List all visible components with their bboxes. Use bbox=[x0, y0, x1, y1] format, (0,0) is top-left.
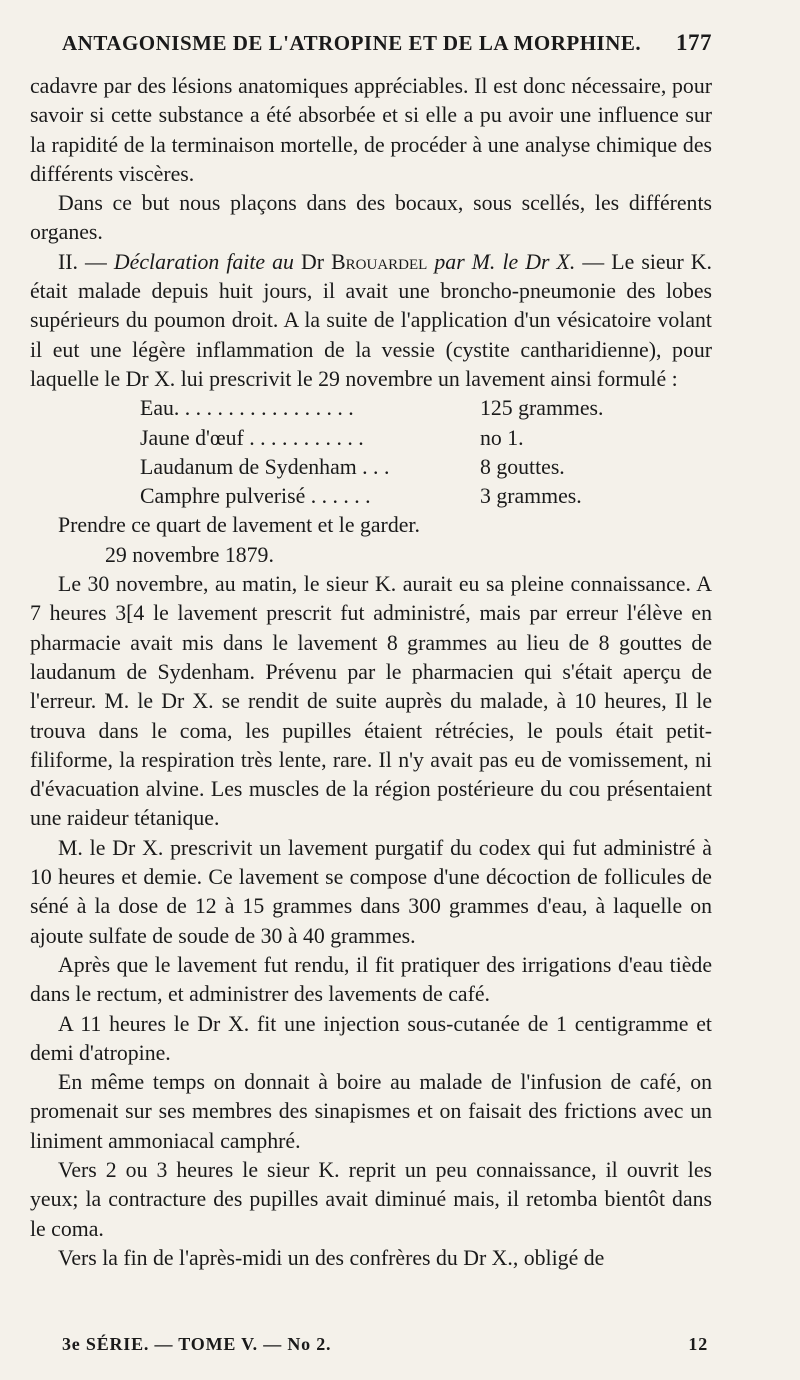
prescription-dose: 3 grammes. bbox=[480, 484, 582, 509]
paragraph: Vers la fin de l'après-midi un des confrères du Dr X., obligé de bbox=[58, 1245, 605, 1270]
doctor-name: Brouardel bbox=[331, 249, 428, 274]
paragraph: Dans ce but nous plaçons dans des bocaux, sous scellés, les différents organes. bbox=[30, 191, 712, 245]
running-title: ANTAGONISME DE L'ATROPINE ET DE LA MORPHINE. bbox=[62, 31, 642, 55]
paragraph: Prendre ce quart de lavement et le garder. bbox=[58, 513, 420, 538]
prescription-item: Laudanum de Sydenham . . . bbox=[140, 454, 390, 479]
declaration-text: — Le sieur K. était malade depuis huit jours, il avait une broncho-pneumonie des lobes supérieurs du poumon droit. A la suite de l'application d'un vésicatoire volant il eut une légère inflammation de la vessie (cystite cantharidienne), pour laquelle le Dr X. lui prescrivit le 29 novembre un lavement ainsi formulé : bbox=[30, 249, 712, 391]
page-body bbox=[30, 72, 712, 1273]
page-footer bbox=[62, 1334, 708, 1355]
prescription-item: Eau. . . . . . . . . . . . . . . . . bbox=[140, 396, 354, 421]
paragraph: cadavre par des lésions anatomiques appréciables. Il est donc nécessaire, pour savoir si cette substance a été absorbée et si elle a pu avoir une influence sur la rapidité de la terminaison mortelle, de procéder à une analyse chimique des différents viscères. bbox=[30, 74, 712, 186]
paragraph: Après que le lavement fut rendu, il fit pratiquer des irrigations d'eau tiède dans le rectum, et administrer des lavements de café. bbox=[30, 952, 712, 1007]
prescription-dose: no 1. bbox=[480, 425, 524, 450]
paragraph: Vers 2 ou 3 heures le sieur K. reprit un peu connaissance, il ouvrit les yeux; la contracture des pupilles avait diminué mais, il retomba bientôt dans le coma. bbox=[30, 1157, 712, 1241]
prescription-row bbox=[140, 453, 712, 482]
prescription-row bbox=[140, 424, 712, 453]
prescription-row bbox=[140, 394, 712, 423]
doctor-title: Dr bbox=[301, 249, 332, 274]
prescription-item: Camphre pulverisé . . . . . . bbox=[140, 484, 371, 509]
prescription-date: 29 novembre 1879. bbox=[105, 542, 274, 567]
paragraph: En même temps on donnait à boire au malade de l'infusion de café, on promenait sur ses membres des sinapismes et on faisait des frictions avec un liniment ammoniacal camphré. bbox=[30, 1070, 712, 1153]
prescription-list bbox=[140, 394, 712, 511]
paragraph: M. le Dr X. prescrivit un lavement purgatif du codex qui fut administré à 10 heures et demie. Ce lavement se compose d'une décoction de follicules de séné à la dose de 12 à 15 grammes dans 300 grammes d'eau, à laquelle on ajoute sulfate de soude de 30 à 40 grammes. bbox=[30, 835, 712, 948]
declaration-paragraph bbox=[30, 248, 712, 394]
paragraph: A 11 heures le Dr X. fit une injection sous-cutanée de 1 centigramme et demi d'atropine. bbox=[30, 1011, 712, 1065]
signature-mark: 3e SÉRIE. — TOME V. — No 2. bbox=[62, 1334, 332, 1354]
running-header bbox=[62, 30, 712, 56]
prescription-dose: 8 gouttes. bbox=[480, 454, 565, 479]
prescription-dose: 125 grammes. bbox=[480, 396, 604, 421]
sheet-number: 12 bbox=[688, 1334, 708, 1354]
page-number: 177 bbox=[676, 30, 712, 55]
prescription-item: Jaune d'œuf . . . . . . . . . . . bbox=[140, 425, 364, 450]
paragraph: Le 30 novembre, au matin, le sieur K. aurait eu sa pleine connaissance. A 7 heures 3[4 le lavement prescrit fut administré, mais par erreur l'élève en pharmacie avait mis dans le lavement 8 grammes au lieu de 8 gouttes de laudanum de Sydenham. Prévenu par le pharmacien qui s'était aperçu de l'erreur. M. le Dr X. se rendit de suite auprès du malade, à 10 heures, Il le trouva dans le coma, les pupilles étaient rétrécies, le pouls était petit-filiforme, la respiration très lente, rare. Il n'y avait pas eu de vomissement, ni d'évacuation alvine. Les muscles de la région postérieure du cou présentaient une raideur tétanique. bbox=[30, 572, 712, 831]
section-number: II. — bbox=[58, 249, 114, 274]
prescription-row bbox=[140, 482, 712, 511]
declaration-heading: Déclaration faite au bbox=[113, 249, 302, 274]
declaration-author: par M. le Dr X. bbox=[427, 249, 576, 274]
